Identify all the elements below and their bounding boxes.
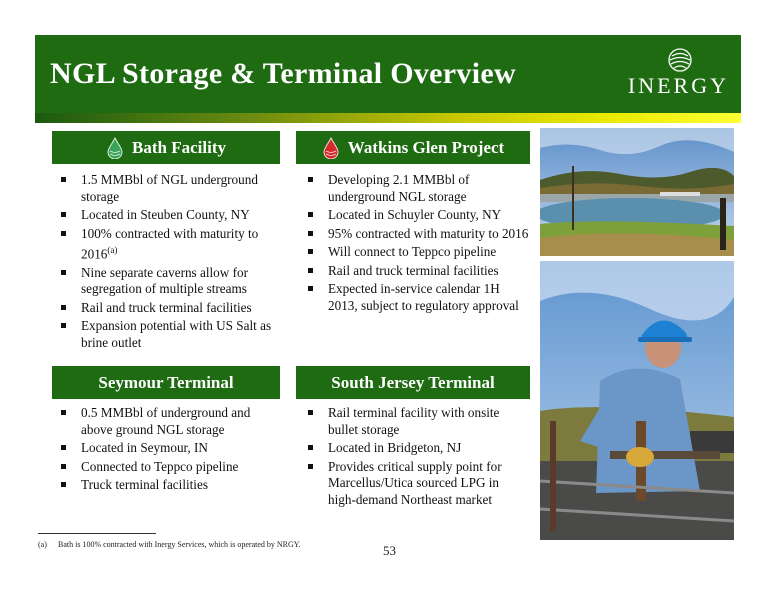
footnote (38, 540, 301, 549)
list-item: Expected in-service calendar 1H 2013, subject to regulatory approval (302, 281, 530, 314)
footnote-text: Bath is 100% contracted with Inergy Services, which is operated by NRGY. (58, 540, 301, 549)
gradient-stripe (35, 113, 741, 123)
list-item: Connected to Teppco pipeline (55, 459, 280, 476)
list-item: Rail and truck terminal facilities (302, 263, 530, 280)
page-title: NGL Storage & Terminal Overview (50, 57, 516, 90)
footnote-ref: (a) (107, 245, 118, 255)
seymour-terminal-title: Seymour Terminal (98, 372, 234, 392)
bath-facility-list (55, 172, 280, 353)
list-item (55, 226, 280, 263)
watkins-glen-list (302, 172, 530, 316)
list-item-text: 100% contracted with maturity to 2016 (81, 225, 259, 262)
list-item: Provides critical supply point for Marcellus/Utica sourced LPG in high-demand Northeast market (302, 459, 530, 509)
inergy-logo (609, 45, 729, 105)
red-drop-icon (322, 137, 340, 159)
list-item: Located in Bridgeton, NJ (302, 440, 530, 457)
south-jersey-header (296, 366, 530, 399)
list-item: 1.5 MMBbl of NGL underground storage (55, 172, 280, 205)
list-item: Will connect to Teppco pipeline (302, 244, 530, 261)
seymour-terminal-list (55, 405, 280, 496)
title-banner (35, 35, 741, 113)
footnote-rule (38, 533, 156, 534)
bath-facility-title: Bath Facility (132, 137, 226, 157)
south-jersey-title: South Jersey Terminal (331, 372, 495, 392)
watkins-glen-title: Watkins Glen Project (347, 137, 505, 157)
seymour-terminal-header (52, 366, 280, 399)
list-item: Rail and truck terminal facilities (55, 300, 280, 317)
logo-text: INERGY (627, 73, 729, 98)
list-item: Located in Steuben County, NY (55, 207, 280, 224)
list-item: Expansion potential with US Salt as brine outlet (55, 318, 280, 351)
list-item: Rail terminal facility with onsite bullet storage (302, 405, 530, 438)
worker-photo (540, 261, 734, 540)
footnote-mark: (a) (38, 540, 47, 549)
list-item: Located in Seymour, IN (55, 440, 280, 457)
list-item: 0.5 MMBbl of underground and above ground NGL storage (55, 405, 280, 438)
bath-facility-header (52, 131, 280, 164)
south-jersey-list (302, 405, 530, 510)
watkins-glen-header (296, 131, 530, 164)
list-item: Located in Schuyler County, NY (302, 207, 530, 224)
list-item: 95% contracted with maturity to 2016 (302, 226, 530, 243)
page-number: 53 (383, 543, 396, 558)
list-item: Truck terminal facilities (55, 477, 280, 494)
globe-icon (667, 47, 693, 73)
green-drop-icon (106, 137, 124, 159)
list-item: Developing 2.1 MMBbl of underground NGL storage (302, 172, 530, 205)
list-item: Nine separate caverns allow for segregation of multiple streams (55, 265, 280, 298)
facility-landscape-photo (540, 128, 734, 256)
